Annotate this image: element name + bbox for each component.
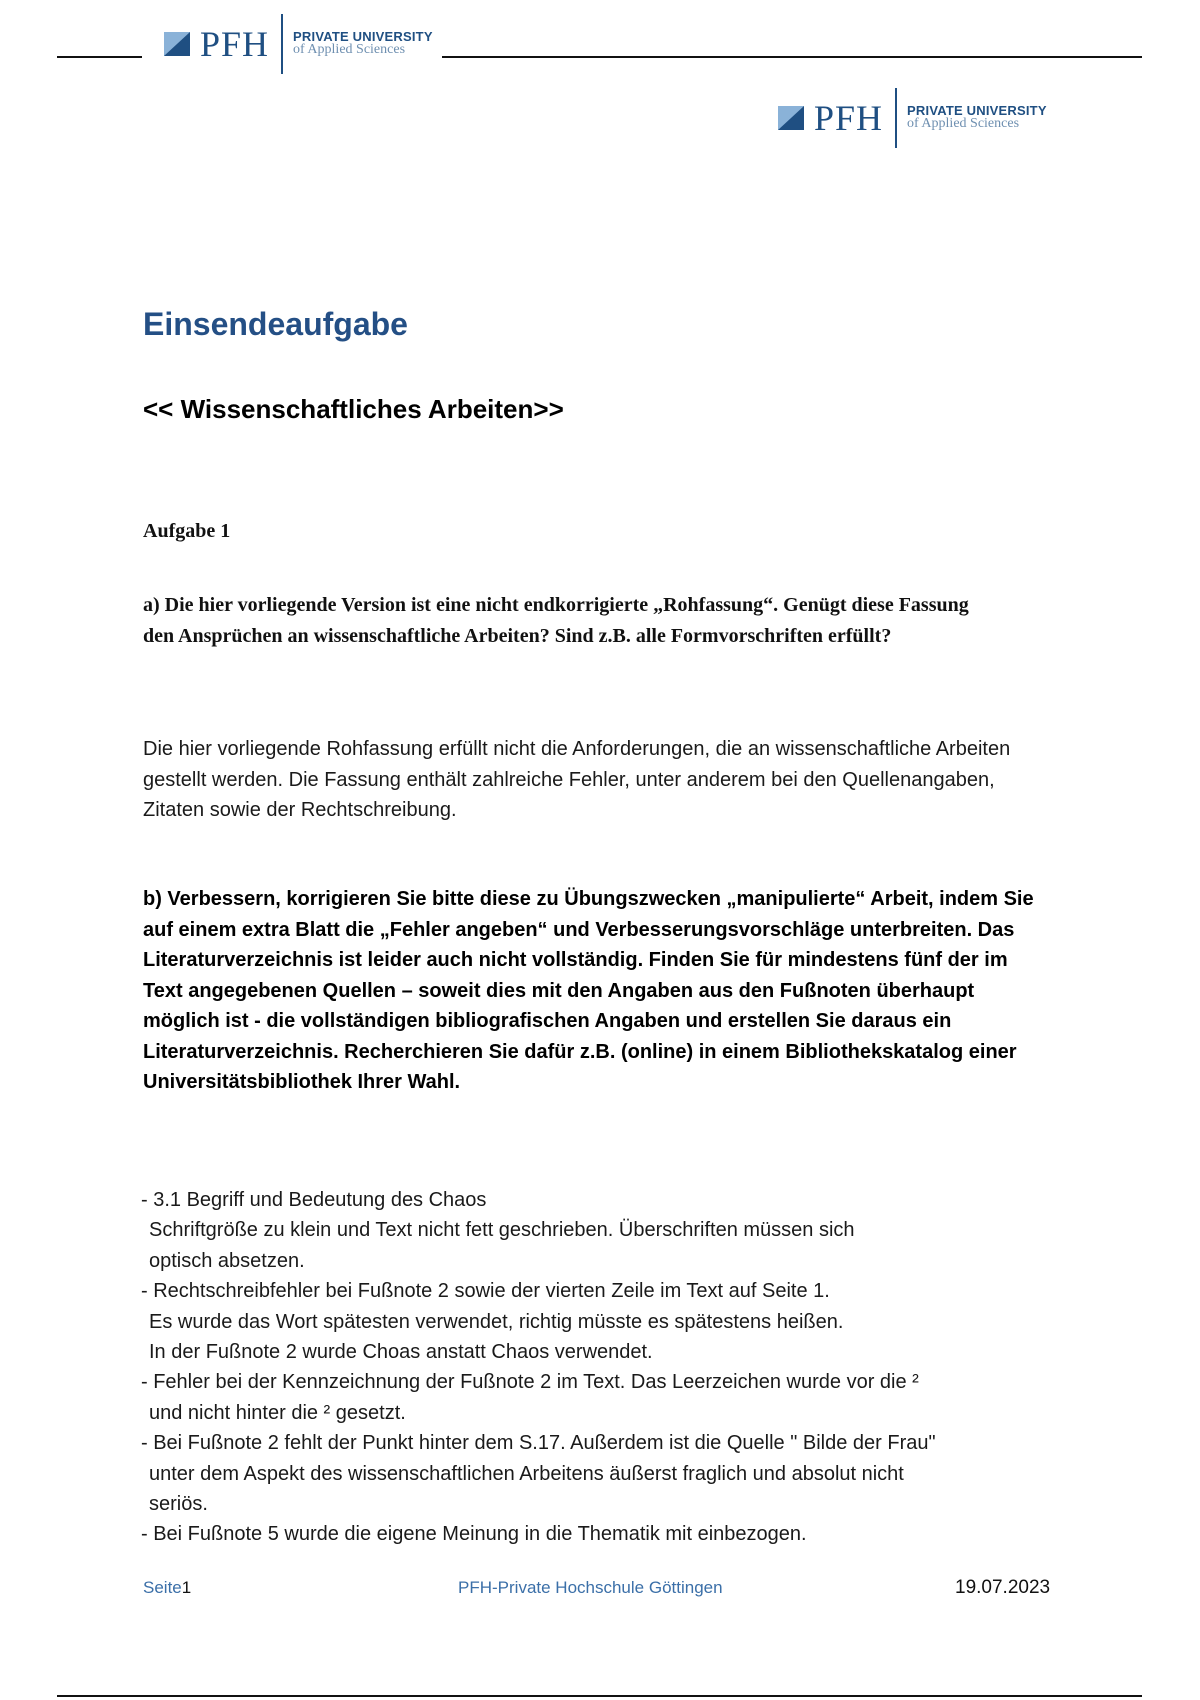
- list-item: optisch absetzen.: [149, 1249, 305, 1272]
- header-logo: [158, 14, 439, 74]
- logo-line1: PRIVATE UNIVERSITY: [907, 102, 1047, 118]
- logo-line2: of Applied Sciences: [293, 42, 406, 58]
- footer-page-label: Seite: [143, 1578, 182, 1597]
- error-list: [141, 1185, 1071, 1550]
- document-title: Einsendeaufgabe: [143, 306, 408, 342]
- list-item: unter dem Aspekt des wissenschaftlichen Arbeitens äußerst fraglich und absolut nicht: [149, 1462, 904, 1485]
- footer-date: 19.07.2023: [955, 1577, 1051, 1598]
- list-item: - Rechtschreibfehler bei Fußnote 2 sowie der vierten Zeile im Text auf Seite 1.: [141, 1280, 830, 1303]
- list-item: - Bei Fußnote 2 fehlt der Punkt hinter dem S.17. Außerdem ist die Quelle " Bilde der Frau": [141, 1432, 936, 1455]
- logo-line1: PRIVATE UNIVERSITY: [293, 28, 433, 44]
- answer-a: Die hier vorliegende Rohfassung erfüllt nicht die Anforderungen, die an wissenschaftliche Arbeiten gestellt werden. Die Fassung enthält zahlreiche Fehler, unter anderem bei den Quellenangaben, Zitaten sowie der Rechtschreibung.: [143, 738, 1011, 821]
- header-rule-right: [442, 56, 1142, 58]
- footer-institution: PFH-Private Hochschule Göttingen: [458, 1578, 723, 1597]
- list-item: - 3.1 Begriff und Bedeutung des Chaos: [141, 1189, 487, 1211]
- logo-mark-icon: [778, 106, 804, 130]
- logo-wordmark: PFH: [200, 24, 270, 64]
- logo-wordmark: PFH: [814, 98, 884, 138]
- footer-page: [143, 1578, 191, 1598]
- bottom-rule: [57, 1695, 1142, 1697]
- logo-mark-icon: [164, 32, 190, 56]
- list-item: seriös.: [149, 1493, 208, 1516]
- list-item: In der Fußnote 2 wurde Choas anstatt Chaos verwendet.: [149, 1341, 653, 1364]
- list-item: Schriftgröße zu klein und Text nicht fett geschrieben. Überschriften müssen sich: [149, 1219, 855, 1242]
- list-item: und nicht hinter die ² gesetzt.: [149, 1401, 406, 1424]
- question-b: b) Verbessern, korrigieren Sie bitte diese zu Übungszwecken „manipulierte“ Arbeit, indem Sie auf einem extra Blatt die „Fehler angeben“ und Verbesserungsvorschläge unterbreiten. Das Literaturverzeichnis ist leider auch nicht vollständig. Finden Sie für mindestens fünf der im Text angegebenen Quellen – soweit dies mit den Angaben aus den Fußnoten überhaupt möglich ist - die vollständigen bibliografischen Angaben und erstellen Sie daraus ein Literaturverzeichnis. Recherchieren Sie dafür z.B. (online) in einem Bibliothekskatalog einer Universitätsbibliothek Ihrer Wahl.: [143, 888, 1034, 1093]
- list-item: - Bei Fußnote 5 wurde die eigene Meinung in die Thematik mit einbezogen.: [141, 1523, 807, 1546]
- document-subtitle: << Wissenschaftliches Arbeiten>>: [143, 394, 564, 424]
- footer-page-number: 1: [181, 1578, 192, 1597]
- list-item: Es wurde das Wort spätesten verwendet, richtig müsste es spätestens heißen.: [149, 1310, 844, 1333]
- list-item: - Fehler bei der Kennzeichnung der Fußnote 2 im Text. Das Leerzeichen wurde vor die ²: [141, 1371, 919, 1394]
- question-a: a) Die hier vorliegende Version ist eine nicht endkorrigierte „Rohfassung“. Genügt diese Fassung den Ansprüchen an wissenschaftliche Arbeiten? Sind z.B. alle Formvorschriften erfüllt?: [143, 594, 969, 647]
- logo-line2: of Applied Sciences: [907, 116, 1020, 132]
- cover-logo: [778, 88, 1047, 148]
- header-rule-left: [57, 56, 142, 58]
- task-heading: Aufgabe 1: [143, 520, 231, 542]
